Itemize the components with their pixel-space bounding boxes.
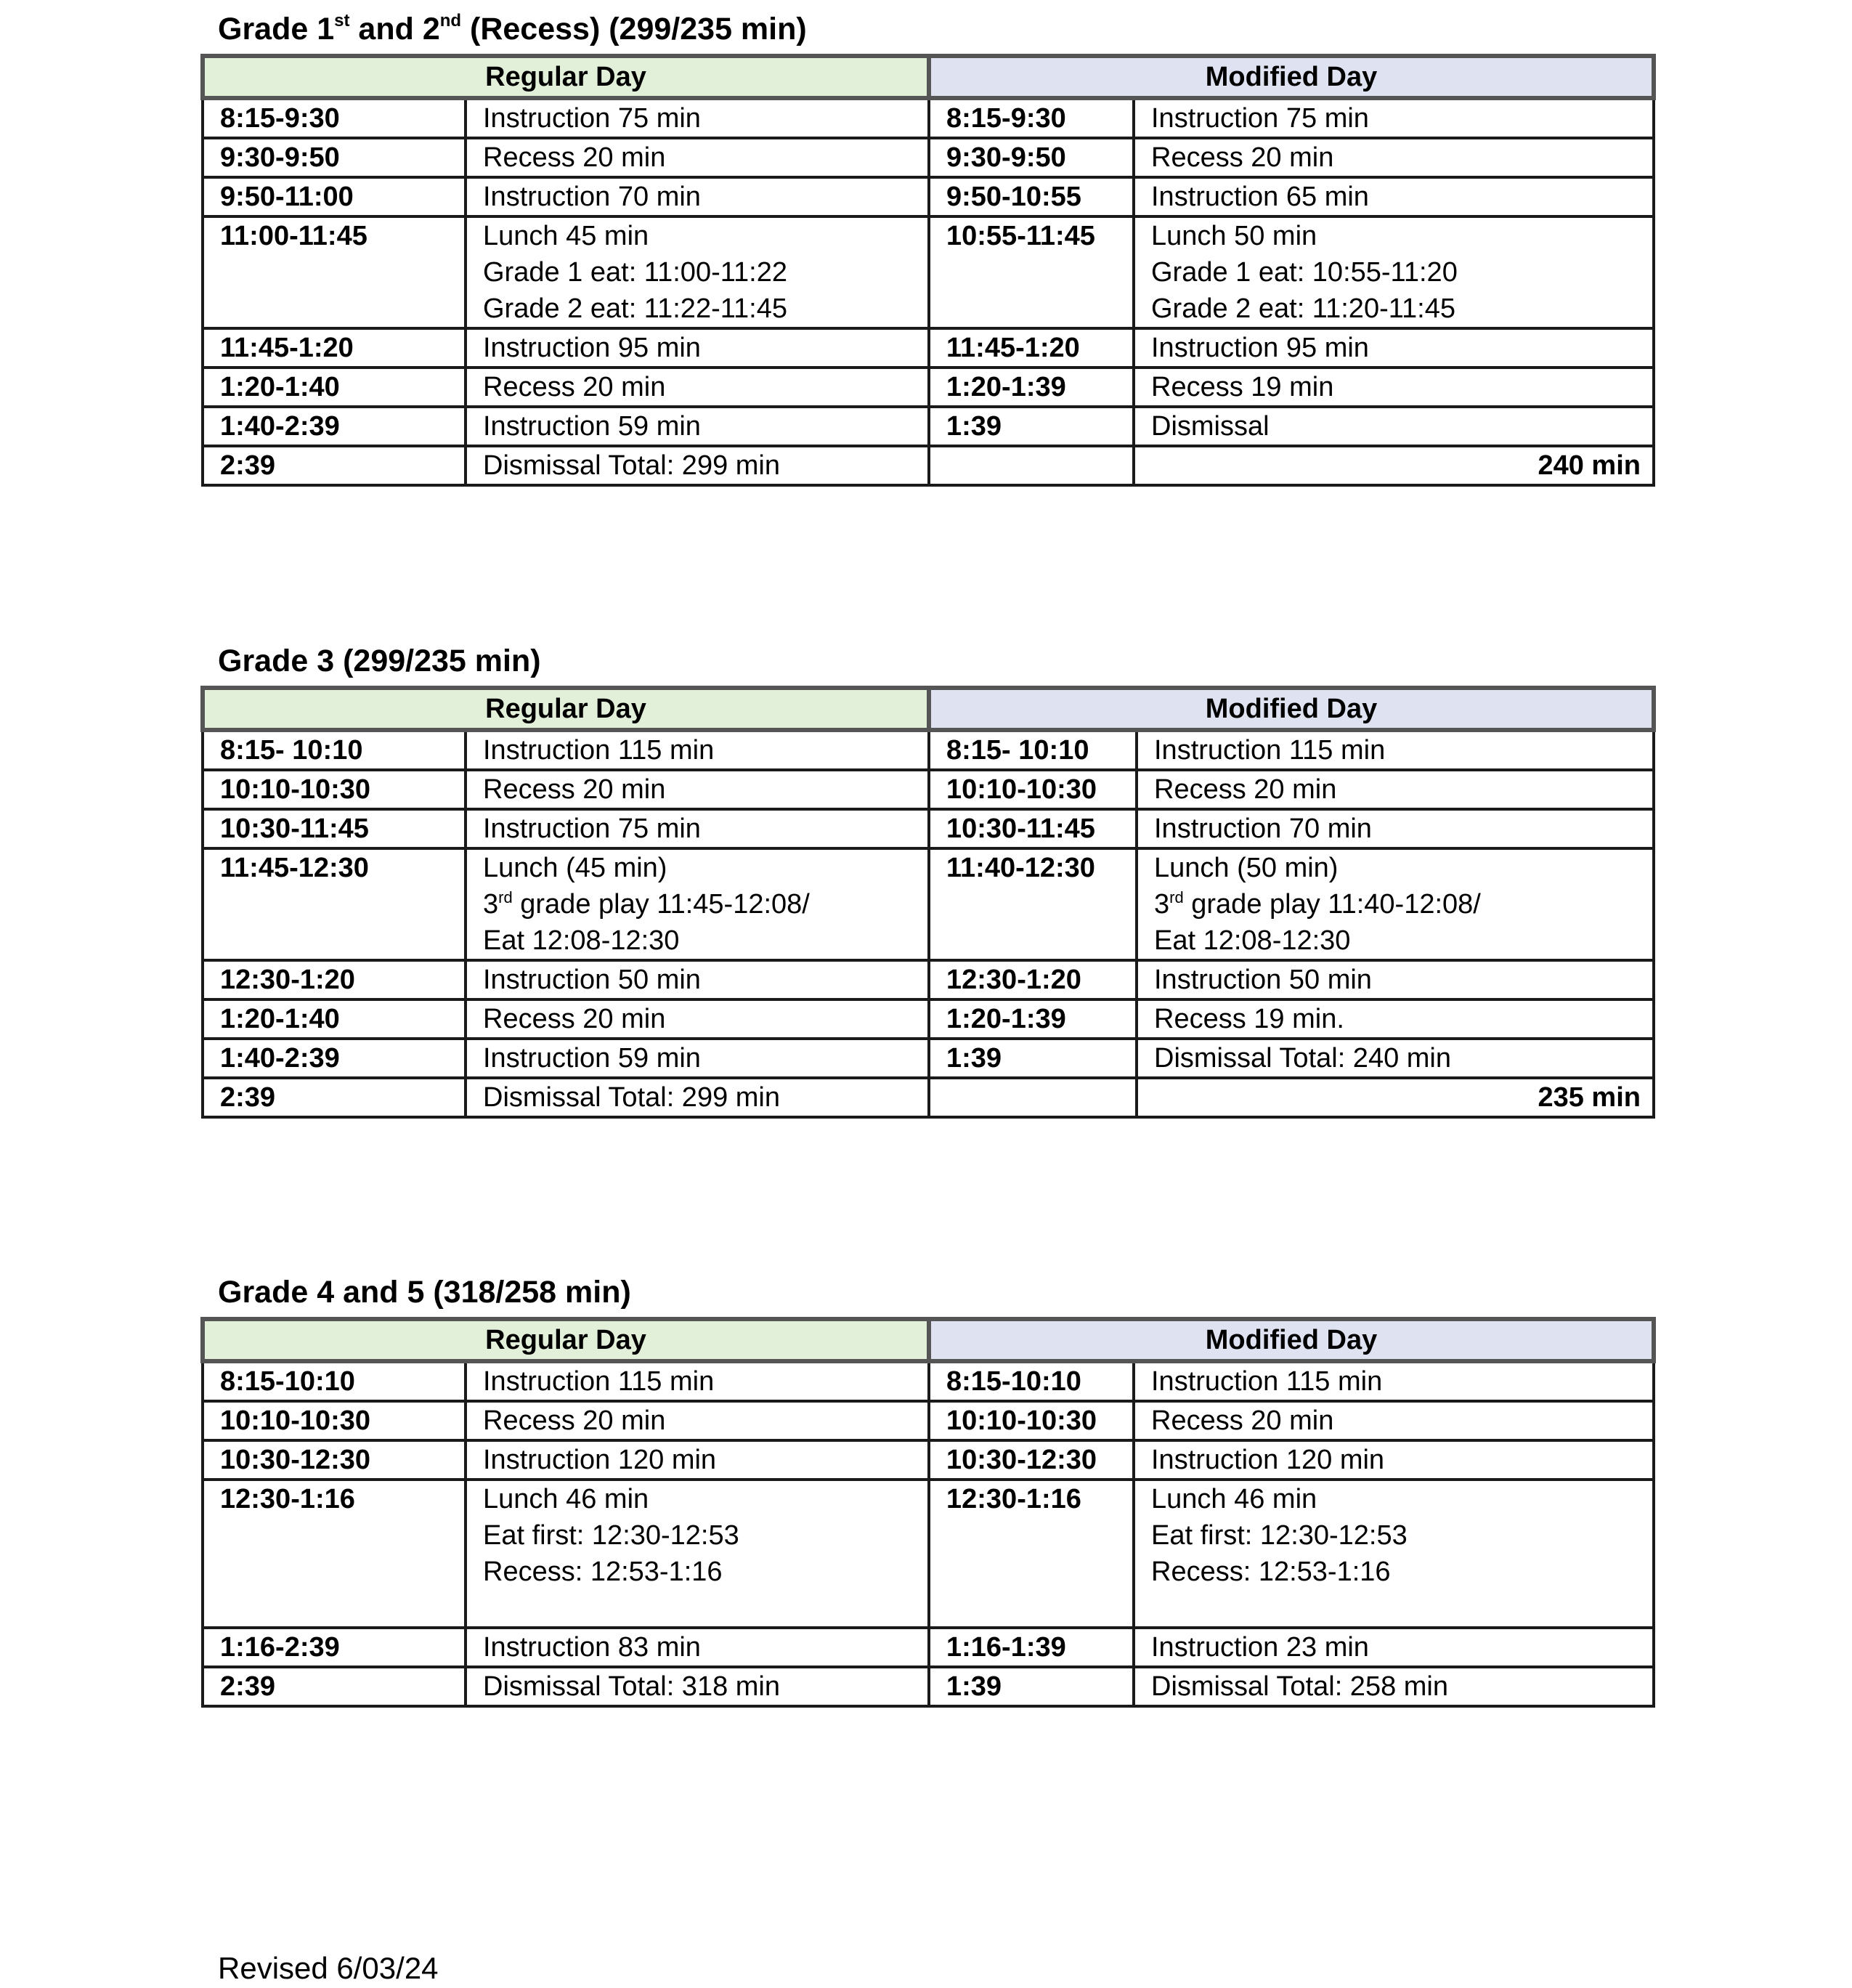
- activity-line: Recess: 12:53-1:16: [483, 1557, 723, 1587]
- modified-activity-cell: [1134, 216, 1654, 328]
- activity-line: Recess 20 min: [1151, 1405, 1334, 1436]
- activity-line: Lunch 50 min: [1151, 221, 1317, 251]
- schedule-table: [200, 1317, 1656, 1708]
- modified-time-cell: 1:16-1:39: [929, 1628, 1134, 1667]
- regular-time-cell: 10:30-12:30: [203, 1440, 466, 1480]
- activity-line: Instruction 83 min: [483, 1632, 701, 1663]
- regular-activity-cell: [466, 1078, 929, 1117]
- regular-activity-cell: [466, 328, 929, 368]
- modified-activity-cell: [1137, 848, 1654, 960]
- regular-time-cell: 1:40-2:39: [203, 1039, 466, 1078]
- regular-time-cell: 2:39: [203, 1078, 466, 1117]
- modified-time-cell: 1:20-1:39: [929, 368, 1134, 407]
- modified-time-cell: 10:55-11:45: [929, 216, 1134, 328]
- regular-activity-cell: [466, 216, 929, 328]
- regular-time-cell: 10:10-10:30: [203, 770, 466, 809]
- modified-activity-cell: [1134, 1667, 1654, 1706]
- regular-activity-cell: [466, 1039, 929, 1078]
- section-title: Grade 3 (299/235 min): [218, 644, 541, 678]
- modified-activity-cell: [1134, 177, 1654, 216]
- modified-time-cell: [929, 1078, 1137, 1117]
- activity-line: Instruction 70 min: [483, 182, 701, 212]
- activity-line: Instruction 75 min: [483, 103, 701, 134]
- modified-activity-cell: [1134, 328, 1654, 368]
- activity-line: Grade 1 eat: 10:55-11:20: [1151, 257, 1458, 288]
- table-row: [203, 407, 1654, 446]
- modified-activity-cell: [1134, 138, 1654, 177]
- modified-time-cell: 10:10-10:30: [929, 770, 1137, 809]
- table-row: [203, 1361, 1654, 1401]
- activity-line: Lunch (50 min): [1154, 853, 1339, 883]
- activity-line: Instruction 65 min: [1151, 182, 1369, 212]
- header-row: [203, 688, 1654, 730]
- activity-line: Grade 1 eat: 11:00-11:22: [483, 257, 788, 288]
- activity-line: Instruction 59 min: [483, 411, 701, 442]
- activity-line: Instruction 59 min: [483, 1043, 701, 1074]
- activity-line: Instruction 70 min: [1154, 814, 1372, 844]
- regular-activity-cell: [466, 770, 929, 809]
- modified-time-cell: 9:30-9:50: [929, 138, 1134, 177]
- table-row: [203, 1401, 1654, 1440]
- regular-activity-cell: [466, 1440, 929, 1480]
- activity-line: 3rd grade play 11:40-12:08/: [1154, 888, 1481, 920]
- regular-activity-cell: [466, 999, 929, 1039]
- table-row: [203, 138, 1654, 177]
- regular-activity-cell: [466, 446, 929, 485]
- table-row: [203, 1078, 1654, 1117]
- table-row: [203, 177, 1654, 216]
- table-row: [203, 809, 1654, 848]
- modified-time-cell: 11:45-1:20: [929, 328, 1134, 368]
- schedule-table: [200, 686, 1656, 1119]
- table-row: [203, 848, 1654, 960]
- activity-line: Grade 2 eat: 11:22-11:45: [483, 293, 788, 324]
- modified-activity-cell: [1137, 1039, 1654, 1078]
- activity-line: Recess 20 min: [1151, 142, 1334, 173]
- modified-activity-cell: [1134, 368, 1654, 407]
- activity-line: Dismissal Total: 299 min: [483, 450, 781, 481]
- modified-activity-cell: [1134, 1440, 1654, 1480]
- regular-time-cell: 11:45-12:30: [203, 848, 466, 960]
- regular-time-cell: 8:15- 10:10: [203, 730, 466, 770]
- modified-activity-cell: [1134, 1628, 1654, 1667]
- modified-activity-cell: [1134, 407, 1654, 446]
- activity-line: Instruction 95 min: [483, 333, 701, 363]
- regular-time-cell: 10:30-11:45: [203, 809, 466, 848]
- regular-time-cell: 8:15-10:10: [203, 1361, 466, 1401]
- table-row: [203, 446, 1654, 485]
- regular-activity-cell: [466, 1401, 929, 1440]
- table-row: [203, 1480, 1654, 1628]
- activity-line: 3rd grade play 11:45-12:08/: [483, 888, 810, 920]
- regular-time-cell: 10:10-10:30: [203, 1401, 466, 1440]
- table-row: [203, 1667, 1654, 1706]
- activity-line: Instruction 50 min: [1154, 965, 1372, 995]
- activity-line: Eat 12:08-12:30: [1154, 925, 1351, 956]
- regular-time-cell: 2:39: [203, 1667, 466, 1706]
- modified-activity-cell: [1134, 1401, 1654, 1440]
- regular-activity-cell: [466, 1480, 929, 1628]
- regular-day-header: Regular Day: [203, 1319, 929, 1361]
- activity-line: Lunch (45 min): [483, 853, 667, 883]
- regular-activity-cell: [466, 730, 929, 770]
- table-row: [203, 98, 1654, 138]
- modified-time-cell: 8:15-10:10: [929, 1361, 1134, 1401]
- activity-line: Dismissal: [1151, 411, 1270, 442]
- activity-line: Dismissal Total: 240 min: [1154, 1043, 1452, 1074]
- modified-total-cell: 235 min: [1137, 1078, 1654, 1117]
- table-row: [203, 1039, 1654, 1078]
- activity-line: Instruction 75 min: [1151, 103, 1369, 134]
- section-title: Grade 1st and 2nd (Recess) (299/235 min): [218, 11, 807, 46]
- activity-line: Recess 20 min: [483, 372, 666, 402]
- modified-activity-cell: [1137, 770, 1654, 809]
- table-row: [203, 730, 1654, 770]
- activity-line: Instruction 75 min: [483, 814, 701, 844]
- modified-activity-cell: [1134, 1480, 1654, 1628]
- regular-day-header: Regular Day: [203, 56, 929, 98]
- table-row: [203, 216, 1654, 328]
- modified-time-cell: 11:40-12:30: [929, 848, 1137, 960]
- modified-time-cell: 9:50-10:55: [929, 177, 1134, 216]
- header-row: [203, 56, 1654, 98]
- modified-activity-cell: [1137, 960, 1654, 999]
- activity-line: Lunch 46 min: [1151, 1484, 1317, 1514]
- regular-activity-cell: [466, 138, 929, 177]
- activity-line: Recess 19 min: [1151, 372, 1334, 402]
- activity-line: Instruction 115 min: [1154, 735, 1386, 766]
- activity-line: [483, 1590, 916, 1626]
- regular-time-cell: 1:40-2:39: [203, 407, 466, 446]
- activity-line: Recess 20 min: [483, 142, 666, 173]
- modified-time-cell: 8:15- 10:10: [929, 730, 1137, 770]
- regular-time-cell: 12:30-1:16: [203, 1480, 466, 1628]
- modified-day-header: Modified Day: [929, 56, 1654, 98]
- table-row: [203, 1628, 1654, 1667]
- regular-activity-cell: [466, 960, 929, 999]
- modified-time-cell: 10:30-12:30: [929, 1440, 1134, 1480]
- regular-time-cell: 9:30-9:50: [203, 138, 466, 177]
- table-row: [203, 999, 1654, 1039]
- table-row: [203, 960, 1654, 999]
- regular-activity-cell: [466, 98, 929, 138]
- activity-line: Instruction 120 min: [1151, 1445, 1385, 1475]
- regular-activity-cell: [466, 1667, 929, 1706]
- regular-time-cell: 2:39: [203, 446, 466, 485]
- activity-line: Instruction 50 min: [483, 965, 701, 995]
- modified-time-cell: 10:30-11:45: [929, 809, 1137, 848]
- header-row: [203, 1319, 1654, 1361]
- activity-line: Lunch 46 min: [483, 1484, 649, 1514]
- regular-time-cell: 8:15-9:30: [203, 98, 466, 138]
- regular-activity-cell: [466, 177, 929, 216]
- activity-line: Grade 2 eat: 11:20-11:45: [1151, 293, 1456, 324]
- regular-time-cell: 1:20-1:40: [203, 368, 466, 407]
- modified-time-cell: [929, 446, 1134, 485]
- modified-time-cell: 1:39: [929, 1039, 1137, 1078]
- activity-line: Instruction 115 min: [483, 735, 715, 766]
- activity-line: Dismissal Total: 258 min: [1151, 1671, 1449, 1702]
- revised-date: Revised 6/03/24: [218, 1951, 439, 1985]
- activity-line: Instruction 23 min: [1151, 1632, 1369, 1663]
- activity-line: [1151, 1590, 1641, 1626]
- table-row: [203, 328, 1654, 368]
- activity-line: Recess 20 min: [483, 774, 666, 805]
- activity-line: Dismissal Total: 299 min: [483, 1082, 781, 1113]
- regular-time-cell: 12:30-1:20: [203, 960, 466, 999]
- activity-line: Recess 20 min: [483, 1004, 666, 1034]
- activity-line: Eat first: 12:30-12:53: [1151, 1520, 1408, 1551]
- regular-activity-cell: [466, 1361, 929, 1401]
- activity-line: Instruction 115 min: [1151, 1366, 1383, 1397]
- modified-day-header: Modified Day: [929, 688, 1654, 730]
- schedule-table: [200, 54, 1656, 487]
- regular-activity-cell: [466, 407, 929, 446]
- activity-line: Recess 19 min.: [1154, 1004, 1344, 1034]
- section-title: Grade 4 and 5 (318/258 min): [218, 1275, 631, 1310]
- modified-time-cell: 1:39: [929, 1667, 1134, 1706]
- activity-line: Eat 12:08-12:30: [483, 925, 680, 956]
- activity-line: Eat first: 12:30-12:53: [483, 1520, 739, 1551]
- modified-time-cell: 10:10-10:30: [929, 1401, 1134, 1440]
- modified-time-cell: 1:39: [929, 407, 1134, 446]
- regular-time-cell: 11:45-1:20: [203, 328, 466, 368]
- regular-activity-cell: [466, 809, 929, 848]
- table-row: [203, 1440, 1654, 1480]
- modified-activity-cell: [1137, 730, 1654, 770]
- activity-line: Recess 20 min: [483, 1405, 666, 1436]
- regular-activity-cell: [466, 848, 929, 960]
- regular-activity-cell: [466, 368, 929, 407]
- regular-time-cell: 1:20-1:40: [203, 999, 466, 1039]
- activity-line: Lunch 45 min: [483, 221, 649, 251]
- activity-line: Recess: 12:53-1:16: [1151, 1557, 1391, 1587]
- regular-time-cell: 11:00-11:45: [203, 216, 466, 328]
- activity-line: Recess 20 min: [1154, 774, 1337, 805]
- activity-line: Instruction 95 min: [1151, 333, 1369, 363]
- regular-day-header: Regular Day: [203, 688, 929, 730]
- regular-activity-cell: [466, 1628, 929, 1667]
- activity-line: Instruction 115 min: [483, 1366, 715, 1397]
- regular-time-cell: 9:50-11:00: [203, 177, 466, 216]
- modified-time-cell: 12:30-1:16: [929, 1480, 1134, 1628]
- modified-time-cell: 1:20-1:39: [929, 999, 1137, 1039]
- modified-activity-cell: [1134, 1361, 1654, 1401]
- modified-total-cell: 240 min: [1134, 446, 1654, 485]
- activity-line: Dismissal Total: 318 min: [483, 1671, 781, 1702]
- table-row: [203, 770, 1654, 809]
- modified-activity-cell: [1137, 809, 1654, 848]
- modified-day-header: Modified Day: [929, 1319, 1654, 1361]
- regular-time-cell: 1:16-2:39: [203, 1628, 466, 1667]
- modified-time-cell: 12:30-1:20: [929, 960, 1137, 999]
- modified-time-cell: 8:15-9:30: [929, 98, 1134, 138]
- modified-activity-cell: [1137, 999, 1654, 1039]
- table-row: [203, 368, 1654, 407]
- activity-line: Instruction 120 min: [483, 1445, 717, 1475]
- modified-activity-cell: [1134, 98, 1654, 138]
